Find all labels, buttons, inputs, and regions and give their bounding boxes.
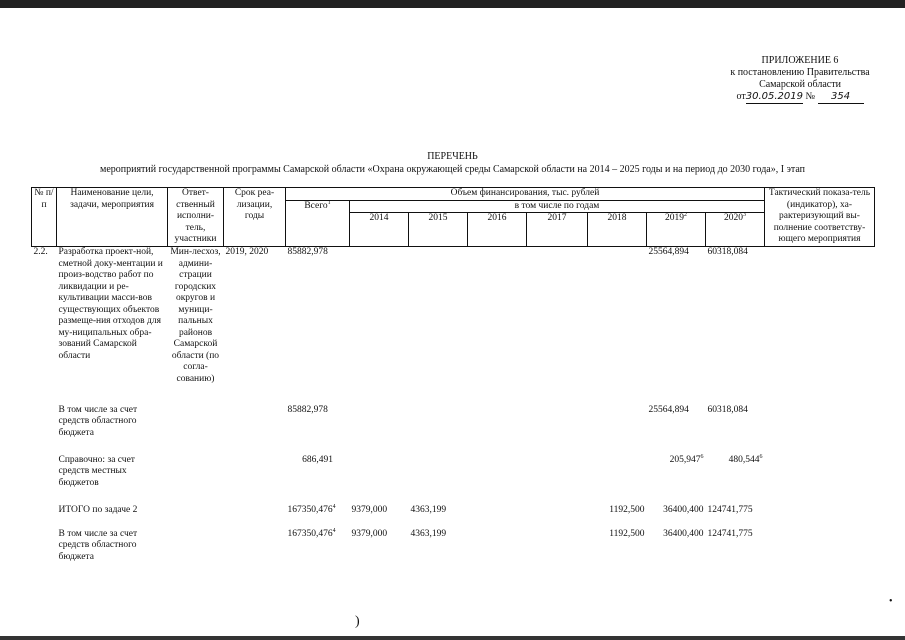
cell-2018: 1192,500 [609,504,645,515]
cell-name: В том числе за счет средств областного бюджета [58,528,138,562]
cell-2015: 4363,199 [410,504,447,515]
cell-name: Справочно: за счет средств местных бюджетов [58,454,135,488]
handwritten-date: 30.05.2019 [745,91,803,102]
cell-responsible [168,405,224,455]
cell-total: 686,491 [302,454,333,465]
cell-indicator [765,529,875,569]
cell-2015 [409,455,468,505]
cell-2020: 480,544$^6$ [728,453,763,465]
cell-2018 [588,247,647,405]
header-2018: 2018 [588,213,647,247]
appendix-region: Самарской области [759,79,841,90]
cell-indicator [765,455,875,505]
cell-term [224,405,286,455]
cell-2016 [468,505,527,529]
cell-term [224,505,286,529]
cell-2015: 4363,199 [410,528,447,539]
cell-2018 [588,455,647,505]
cell-2014 [350,405,409,455]
cell-num [32,455,57,505]
cell-2015 [409,247,468,405]
header-2015: 2015 [409,213,468,247]
cell-total: 167350,476$^4$ [287,527,336,539]
appendix-date-line [700,91,900,104]
activities-table [31,187,875,569]
header-2016: 2016 [468,213,527,247]
header-2014: 2014 [350,213,409,247]
cell-total: 167350,476$^4$ [287,503,336,515]
cell-2020: 60318,084 [707,247,748,257]
cell-2019: 205,947$^6$ [669,453,704,465]
header-2017: 2017 [527,213,588,247]
header-2019: 2019$^2$ [647,213,706,247]
cell-2014: 9379,000 [351,528,388,539]
cell-2016 [468,405,527,455]
cell-responsible [168,529,224,569]
cell-total: 85882,978 [287,247,328,257]
cell-2019: 25564,894 [648,247,689,257]
header-total: Всего$^1$ [286,200,350,247]
cell-2014 [350,247,409,405]
table-row [32,247,875,405]
cell-2015 [409,405,468,455]
cell-2014: 9379,000 [351,504,388,515]
cell-2016 [468,529,527,569]
cell-indicator [765,405,875,455]
cell-2018 [588,405,647,455]
header-indicator: Тактический показа-тель (индикатор), ха-рактеризующий вы-полнение соответству-ющего мероприятия [765,188,875,247]
header-term: Срок реа-лизации, годы [224,188,286,247]
appendix-label: ПРИЛОЖЕНИЕ 6 [761,55,839,66]
cell-2018: 1192,500 [609,528,645,539]
header-volume: Объем финансирования, тыс. рублей [286,188,765,201]
table-row [32,455,875,505]
cell-2017 [527,505,588,529]
cell-2017 [527,529,588,569]
cell-term [224,529,286,569]
appendix-header [700,55,900,104]
header-responsible: Ответ-ственный исполни-тель, участники [168,188,224,247]
cell-responsible: Мин-лесхоз, админи-страции городских округов и муници-пальных районов Самарской области (по согла-сованию) [170,247,221,384]
cell-indicator [765,505,875,529]
cell-2017 [527,455,588,505]
table-row [32,405,875,455]
scan-dot: • [889,596,893,607]
cell-2019: 36400,400 [663,504,704,515]
cell-2014 [350,455,409,505]
number-prefix: № [805,91,816,102]
cell-2019: 36400,400 [663,528,704,539]
header-num: № п/п [32,188,57,247]
cell-total: 85882,978 [287,404,328,415]
cell-num: 2.2. [33,247,48,257]
cell-2017 [527,405,588,455]
table-row [32,529,875,569]
scan-bottom-edge [0,636,905,640]
cell-num [32,405,57,455]
cell-name: В том числе за счет средств областного бюджета [58,404,138,438]
header-name: Наименование цели, задачи, мероприятия [57,188,168,247]
cell-term: 2019, 2020 [225,247,269,257]
cell-2016 [468,247,527,405]
scan-top-edge [0,0,905,8]
table-row [32,505,875,529]
cell-term [224,455,286,505]
cell-num [32,529,57,569]
cell-2020: 124741,775 [707,528,753,539]
cell-name: ИТОГО по задаче 2 [58,504,138,515]
cell-responsible [168,505,224,529]
cell-num [32,505,57,529]
cell-2020: 60318,084 [707,404,748,415]
page-mark: ) [355,614,360,629]
cell-name: Разработка проект-ной, сметной доку-ментации и произ-водство работ по ликвидации и ре-культивации масси-вов существующих объектов размеще-ния отходов для му-ниципальных обра-зований Самарской области [58,247,163,361]
header-2020: 2020$^3$ [706,213,765,247]
cell-2016 [468,455,527,505]
handwritten-number: 354 [818,91,864,104]
document-title: ПЕРЕЧЕНЬ [427,151,478,162]
from-prefix: от [736,91,746,102]
cell-2020: 124741,775 [707,504,753,515]
cell-indicator [765,247,875,405]
header-by-years: в том числе по годам [350,200,765,213]
cell-2017 [527,247,588,405]
appendix-resolution: к постановлению Правительства [730,67,870,78]
cell-2019: 25564,894 [648,404,689,415]
document-subtitle: мероприятий государственной программы Самарской области «Охрана окружающей среды Самарской области на 2014 – 2025 годы и на период до 2030 года», I этап [99,164,806,175]
cell-responsible [168,455,224,505]
